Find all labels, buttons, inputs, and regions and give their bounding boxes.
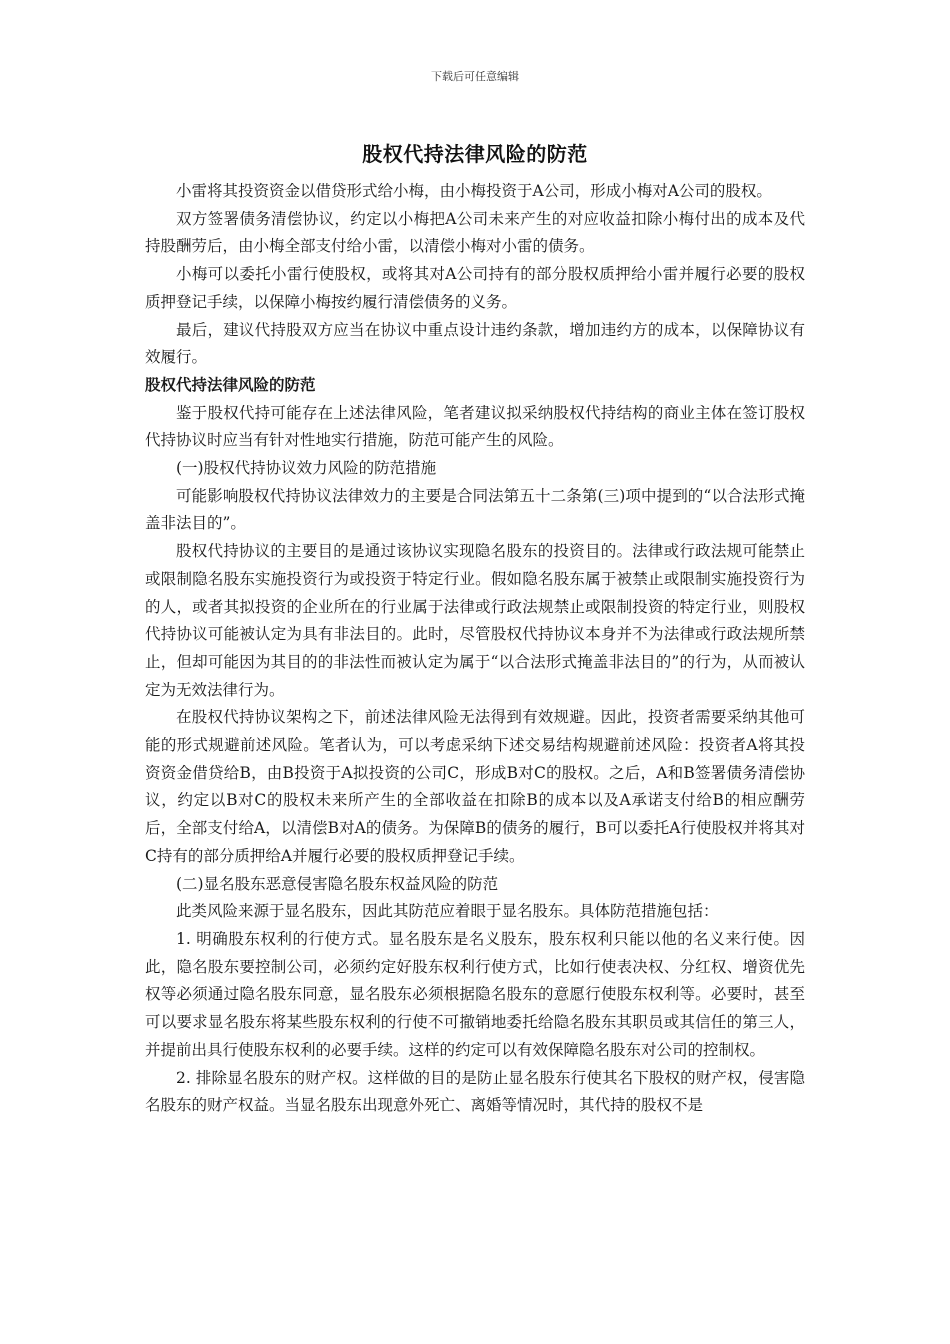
paragraph: 双方签署债务清偿协议，约定以小梅把A公司未来产生的对应收益扣除小梅付出的成本及代持股酬劳后，由小梅全部支付给小雷，以清偿小梅对小雷的债务。 xyxy=(145,209,805,256)
paragraph: 股权代持协议的主要目的是通过该协议实现隐名股东的投资目的。法律或行政法规可能禁止或限制隐名股东实施投资行为或投资于特定行业。假如隐名股东属于被禁止或限制实施投资行为的人，或者其拟投资的企业所在的行业属于法律或行政法规禁止或限制投资的特定行业，则股权代持协议可能被认定为具有非法目的。此时，尽管股权代持协议本身并不为法律或行政法规所禁止，但却可能因为其目的的非法性而被认定为属于“以合法形式掩盖非法目的”的行为，从而被认定为无效法律行为。 xyxy=(145,542,805,699)
paragraph: 小梅可以委托小雷行使股权，或将其对A公司持有的部分股权质押给小雷并履行必要的股权质押登记手续，以保障小梅按约履行清偿债务的义务。 xyxy=(145,265,805,311)
paragraph: 小雷将其投资资金以借贷形式给小梅，由小梅投资于A公司，形成小梅对A公司的股权。 xyxy=(176,182,772,200)
paragraph: 在股权代持协议架构之下，前述法律风险无法得到有效规避。因此，投资者需要采纳其他可能的形式规避前述风险。笔者认为，可以考虑采纳下述交易结构规避前述风险：投资者A将其投资资金借贷给B，由B投资于A拟投资的公司C，形成B对C的股权。之后，A和B签署债务清偿协议，约定以B对C的股权未来所产生的全部收益在扣除B的成本以及A承诺支付给B的相应酬劳后，全部支付给A，以清偿B对A的债务。为保障B的债务的履行，B可以委托A行使股权并将其对C持有的部分质押给A并履行必要的股权质押登记手续。 xyxy=(145,708,805,865)
list-item: 1. 明确股东权利的行使方式。显名股东是名义股东，股东权利只能以他的名义来行使。因此，隐名股东要控制公司，必须约定好股东权利行使方式，比如行使表决权、分红权、增资优先权等必须通过隐名股东同意，显名股东必须根据隐名股东的意愿行使股东权利等。必要时，甚至可以要求显名股东将某些股东权利的行使不可撤销地委托给隐名股东其职员或其信任的第三人，并提前出具行使股东权利的必要手续。这样的约定可以有效保障隐名股东对公司的控制权。 xyxy=(145,929,805,1059)
list-item: 2. 排除显名股东的财产权。这样做的目的是防止显名股东行使其名下股权的财产权，侵害隐名股东的财产权益。当显名股东出现意外死亡、离婚等情况时，其代持的股权不是 xyxy=(145,1068,805,1115)
paragraph: 可能影响股权代持协议法律效力的主要是合同法第五十二条第(三)项中提到的“以合法形式掩盖非法目的”。 xyxy=(145,486,805,533)
paragraph: 最后，建议代持股双方应当在协议中重点设计违约条款，增加违约方的成本，以保障协议有效履行。 xyxy=(145,320,805,367)
document-title: 股权代持法律风险的防范 xyxy=(362,142,588,166)
paragraph: 鉴于股权代持可能存在上述法律风险，笔者建议拟采纳股权代持结构的商业主体在签订股权代持协议时应当有针对性地实行措施，防范可能产生的风险。 xyxy=(145,403,805,450)
page-header: 下载后可任意编辑 xyxy=(431,70,519,83)
subsection-heading: (二)显名股东恶意侵害隐名股东权益风险的防范 xyxy=(176,874,499,893)
section-heading: 股权代持法律风险的防范 xyxy=(145,375,316,394)
document-body xyxy=(145,178,805,1120)
subsection-heading: (一)股权代持协议效力风险的防范措施 xyxy=(176,459,437,478)
paragraph: 此类风险来源于显名股东，因此其防范应着眼于显名股东。具体防范措施包括： xyxy=(176,902,719,921)
